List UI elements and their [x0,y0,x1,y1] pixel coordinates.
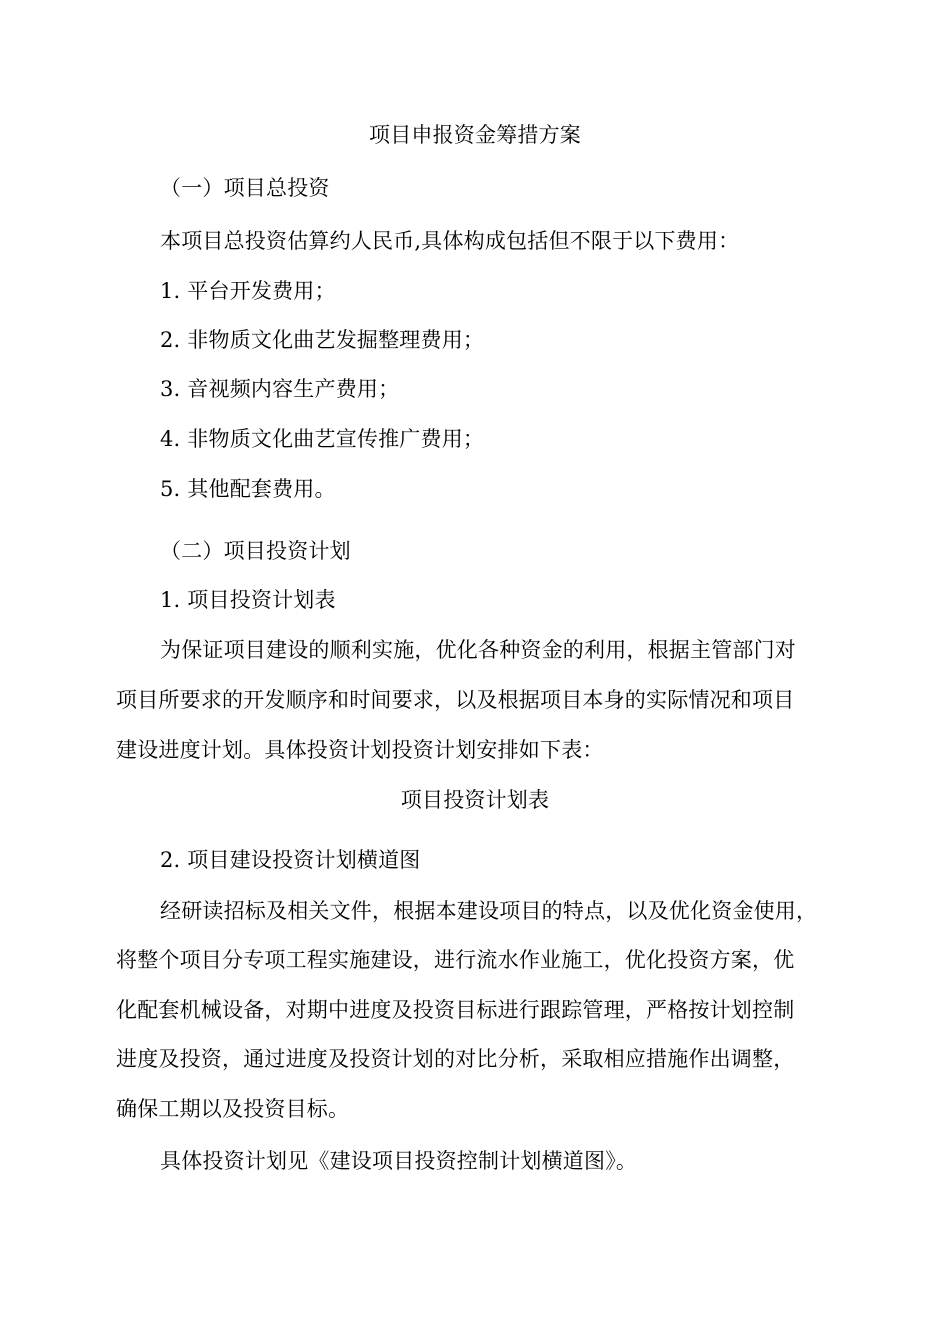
subsection-1-heading: 1. 项目投资计划表 [160,588,336,612]
list-item: 3. 音视频内容生产费用； [160,377,400,401]
list-item: 4. 非物质文化曲艺宣传推广费用； [160,427,485,451]
closing-paragraph: 具体投资计划见《建设项目投资控制计划横道图》。 [160,1149,638,1173]
paragraph-line: 为保证项目建设的顺利实施，优化各种资金的利用，根据主管部门对 [160,638,796,662]
section-1-heading: （一）项目总投资 [160,176,330,200]
paragraph-line: 经研读招标及相关文件，根据本建设项目的特点，以及优化资金使用， [160,899,818,923]
section-2-heading: （二）项目投资计划 [160,539,351,563]
paragraph-line: 建设进度计划。具体投资计划投资计划安排如下表： [116,738,604,762]
subsection-2-heading: 2. 项目建设投资计划横道图 [160,848,421,872]
list-item: 2. 非物质文化曲艺发掘整理费用； [160,328,485,352]
list-item: 1. 平台开发费用； [160,279,336,303]
list-item: 5. 其他配套费用。 [160,477,336,501]
table-caption: 项目投资计划表 [400,788,550,812]
paragraph-line: 进度及投资，通过进度及投资计划的对比分析，采取相应措施作出调整， [116,1047,795,1071]
paragraph-line: 确保工期以及投资目标。 [116,1097,350,1121]
document-title: 项目申报资金筹措方案 [369,123,581,147]
paragraph-line: 化配套机械设备，对期中进度及投资目标进行跟踪管理，严格按计划控制 [116,998,795,1022]
section-1-intro: 本项目总投资估算约人民币,具体构成包括但不限于以下费用： [160,229,740,253]
paragraph-line: 将整个项目分专项工程实施建设，进行流水作业施工，优化投资方案，优 [116,948,795,972]
paragraph-line: 项目所要求的开发顺序和时间要求，以及根据项目本身的实际情况和项目 [116,688,795,712]
